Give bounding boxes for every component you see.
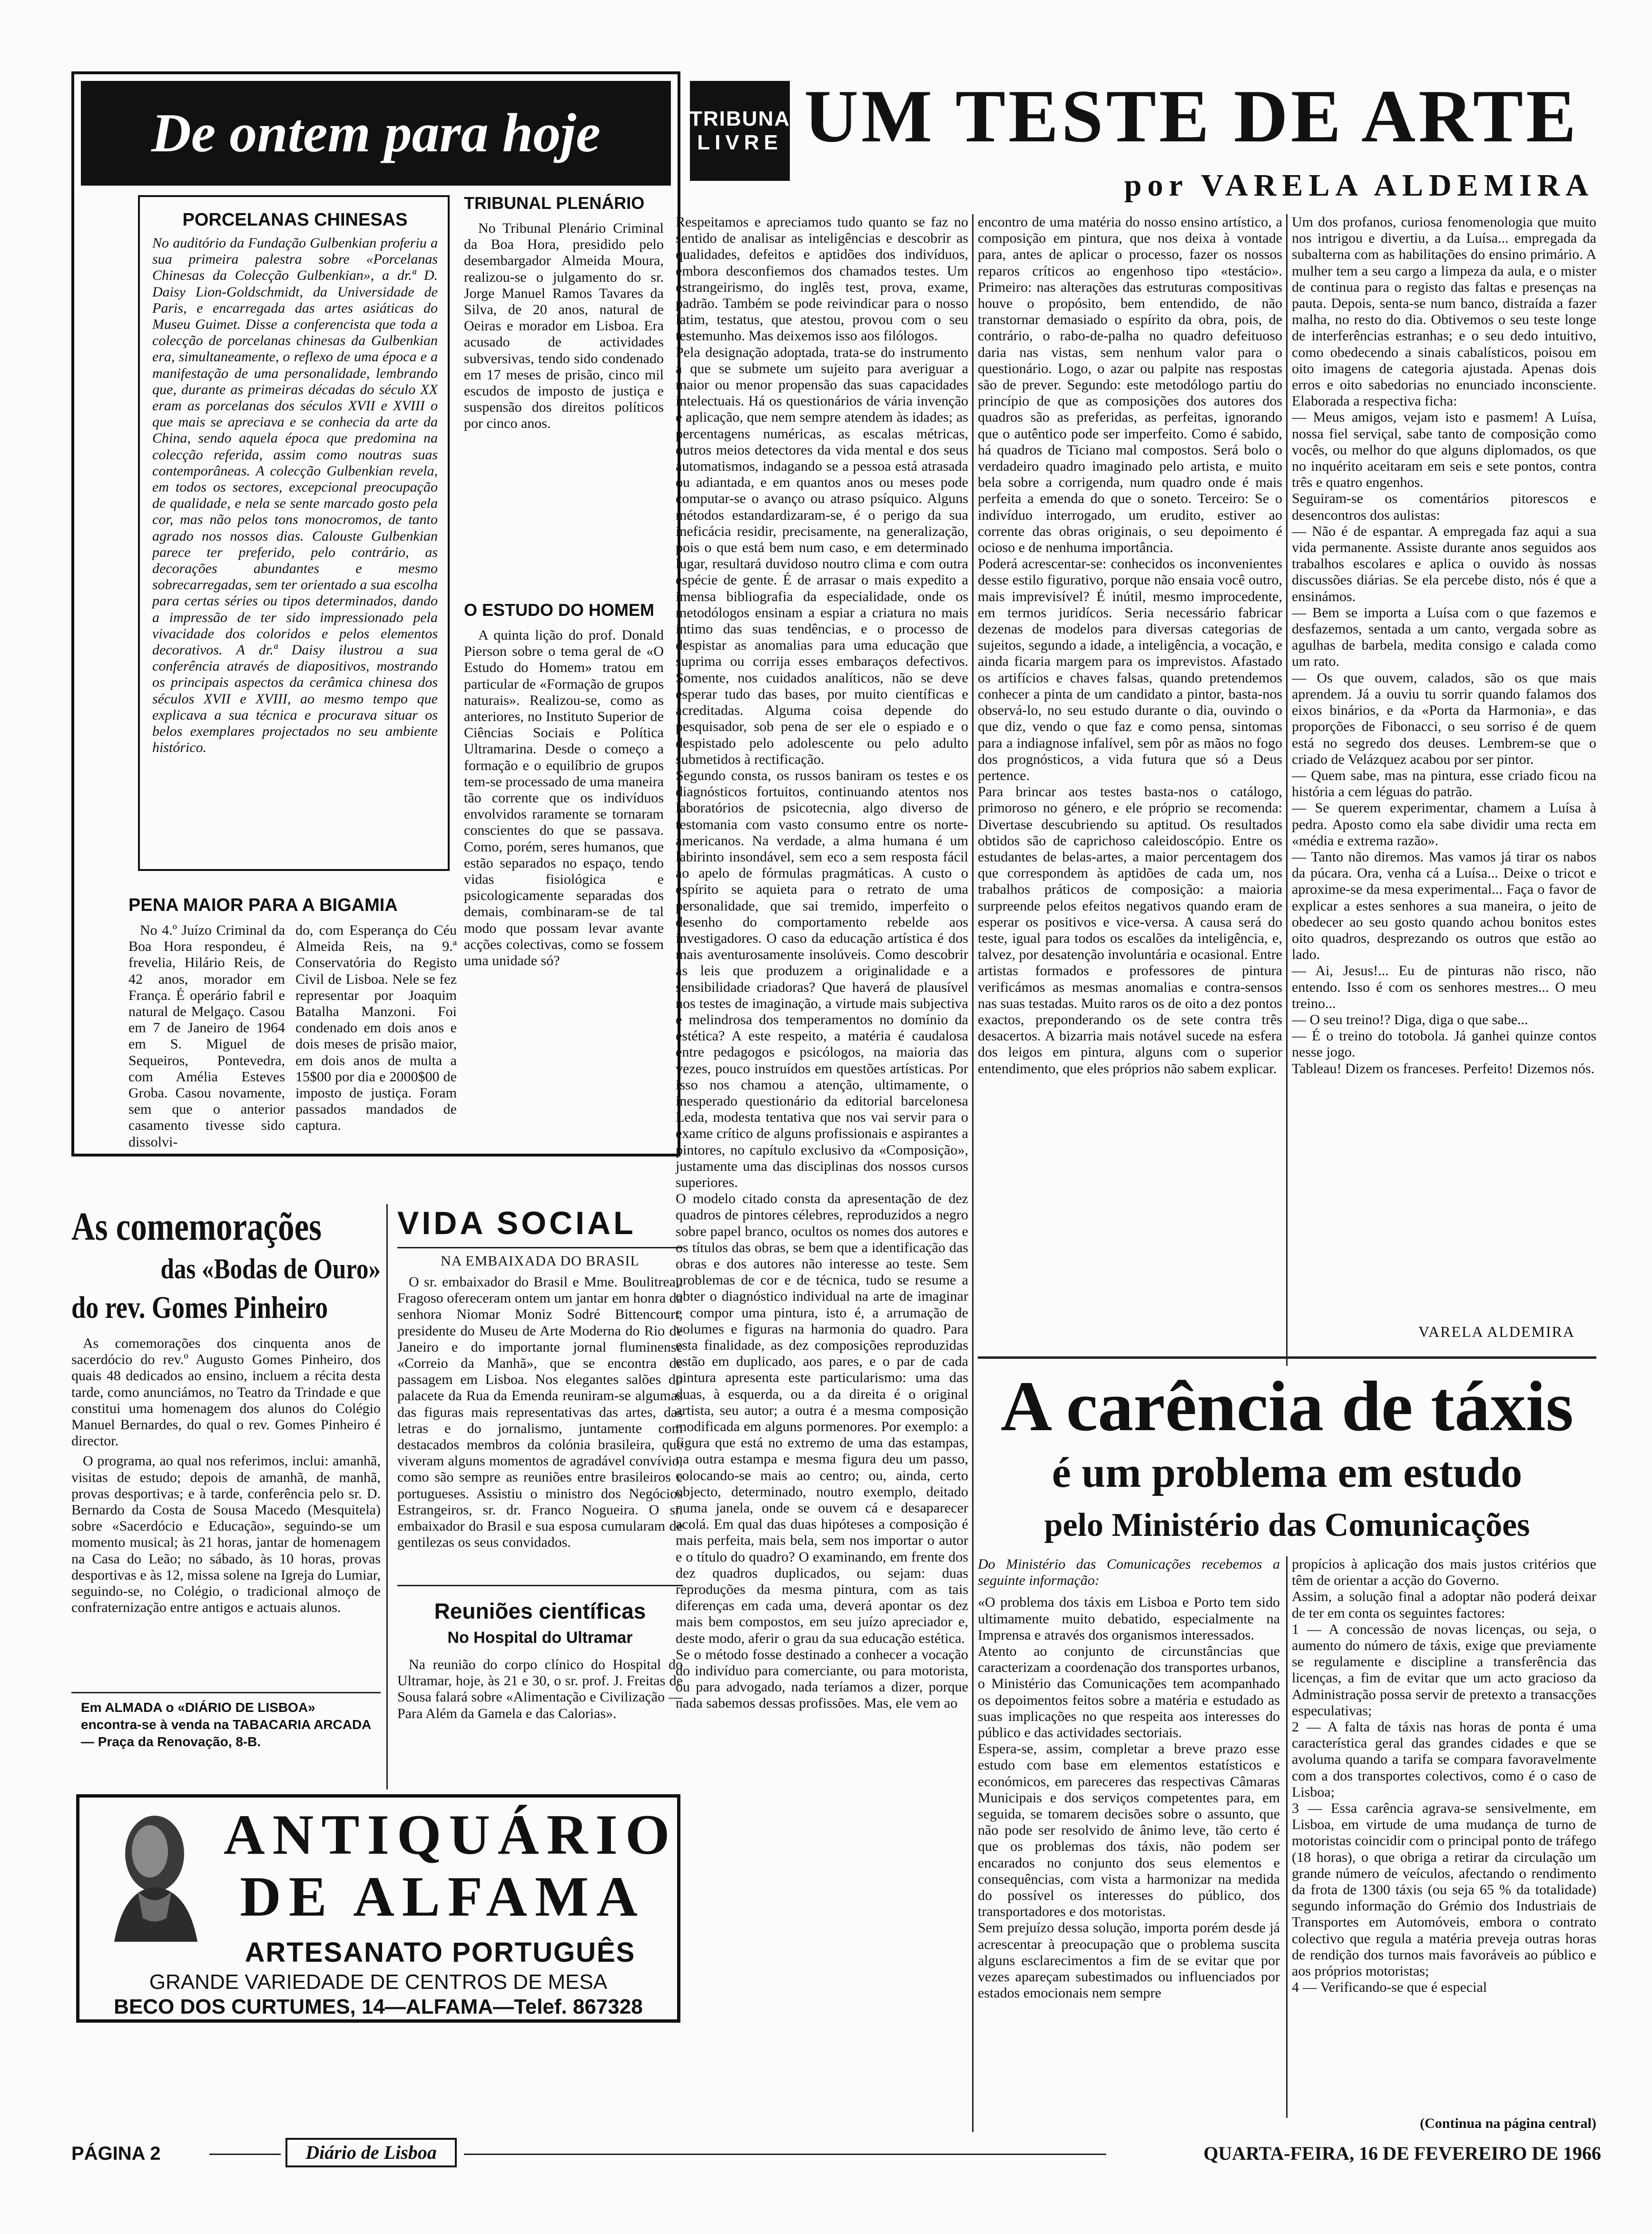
bust-illustration-icon [95, 1809, 209, 1942]
comemoracoes-headline-3: do rev. Gomes Pinheiro [71, 1290, 328, 1325]
vida-social-subtitle: NA EMBAIXADA DO BRASIL [441, 1253, 639, 1269]
teste-col-rule-1 [972, 214, 974, 2132]
tribuna-label: TRIBUNA [689, 107, 790, 130]
porcelanas-title: PORCELANAS CHINESAS [182, 210, 408, 230]
reunioes-article [397, 1597, 683, 1722]
estudo-article [464, 600, 664, 969]
ad-line-2: DE ALFAMA [240, 1865, 645, 1928]
taxis-col-1: «O problema dos táxis em Lisboa e Porto tem sido ultimamente muito debatido, especialmente na Imprensa e através dos organismos interessados. Atento ao conjunto de circunstâncias que caracterizam a coordenação dos transportes urbanos, o Ministério das Comunicações tem acompanhado os depoimentos feitos sobre a matéria e estudado as suas implicações no que respeita aos interesses do público e das actividades sectoriais. Espera-se, assim, completar a breve prazo esse estudo com base em elementos estatísticos e económicos, em pareceres das respectivas Câmaras Municipais e dos serviços competentes para, em seguida, se tomarem decisões sobre o assunto, que não pode ser resolvido de ânimo leve, tão certo é que os problemas dos táxis, não podem ser encarados no conjunto dos seus elementos e consequências, com vista a harmonizar na medida do possível os interesses do público, dos transportadores e dos motoristas. Sem prejuízo dessa solução, importa porém desde já acrescentar à preocupação que o problema suscita alguns esclarecimentos a fim de se evitar que por vezes apareçam subestimados ou influenciados por estados emocionais nem sempre [978, 1594, 1280, 2001]
reunioes-subtitle: No Hospital do Ultramar [447, 1629, 633, 1647]
bigamia-text-col2: do, com Esperança do Céu Almeida Reis, na 9.ª Conservatória do Registo Civil de Lisboa. Nele se fez representar por Joaquim Batalha Manzoni. Foi condenado em dois anos e dois meses de prisão maior, em dois anos de multa a 15$00 por dia e 2000$00 de imposto de justiça. Foram passados mandados de captura. [295, 922, 457, 1134]
ad-line-5: BECO DOS CURTUMES, 14—ALFAMA—Telef. 867328 [114, 1995, 643, 2018]
de-ontem-title: De ontem para hoje [151, 102, 601, 164]
reunioes-title: Reuniões científicas [434, 1599, 646, 1623]
livre-label: LIVRE [697, 131, 783, 154]
vida-social-title-rule [397, 1247, 683, 1248]
footer-rule-mid [464, 2154, 1106, 2155]
bigamia-text-col1: No 4.º Juízo Criminal da Boa Hora respondeu, é frevelia, Hilário Reis, de 42 anos, morador em França. É operário fabril e natural de Melgaço. Casou em 7 de Janeiro de 1964 em S. Miguel de Sequeiros, Pontevedra, com Amélia Esteves Groba. Casou novamente, sem que o anterior casamento tivesse sido dissolvi- [128, 922, 285, 1150]
comemoracoes-rule [71, 1692, 381, 1693]
taxis-headline-1: A carência de táxis [1001, 1367, 1573, 1446]
ad-line-1: ANTIQUÁRIO [224, 1803, 678, 1866]
porcelanas-text: No auditório da Fundação Gulbenkian proferiu a sua primeira palestra sobre «Porcelanas Chinesas da Colecção Gulbenkian», a dr.ª D. Daisy Lion-Goldschmidt, da Universidade de Paris, e encarregada das artes asiáticas do Museu Guimet. Disse a conferencista que toda a colecção de porcelanas chinesas da Gulbenkian era, simultaneamente, o reflexo de uma época e a manifestação de uma personalidade, lembrando que, durante as primeiras décadas do século XX eram as porcelanas dos séculos XVII e XVIII o que mais se apreciava e se conhecia da arte da China, sendo aquela época que predomina na colecção referida, assim como noutras suas contemporâneas. A colecção Gulbenkian revela, em todos os sectores, excepcional preocupação de qualidade, e nela se sente marcado gosto pela cor, mas não pelos tons monocromos, de tanto agrado nos nossos dias. Calouste Gulbenkian parece ter preferido, pelo contrário, as decorações abundantes e mesmo sobrecarregadas, sem ter orientado a sua escolha para certas séries ou tipos determinados, dando a impressão de ter sido impressionado pela vivacidade dos coloridos e pelos elementos decorativos. A dr.ª Daisy ilustrou a sua conferência através de diapositivos, mostrando os principais aspectos da cerâmica chinesa dos séculos XVII e XVIII, ao mesmo tempo que explicava a sua técnica e procurava situar os belos exemplares projectados no seu ambiente histórico. [152, 235, 438, 756]
teste-col-rule-2 [1286, 214, 1288, 1366]
ad-illustration [95, 1809, 209, 1942]
ad-line-3: ARTESANATO PORTUGUÊS [245, 1937, 636, 1968]
taxis-col-1-wrap [978, 1556, 1280, 2001]
comemoracoes-headline-1: As comemorações [71, 1205, 322, 1249]
reunioes-top-rule [397, 1585, 683, 1586]
comemoracoes-article [71, 1204, 381, 1616]
teste-arte-headline: UM TESTE DE ARTE [804, 75, 1579, 158]
vida-social-title: VIDA SOCIAL [397, 1205, 636, 1241]
tribunal-article [464, 193, 664, 432]
reunioes-text: Na reunião do corpo clínico do Hospital do Ultramar, hoje, às 21 e 30, o sr. prof. J. Freitas de Sousa falará sobre «Alimentação e Civilização — Para Além da Gamela e das Calorias». [397, 1657, 683, 1721]
teste-arte-byline: por VARELA ALDEMIRA [1124, 168, 1594, 203]
almada-notice: Em ALMADA o «DIÁRIO DE LISBOA» encontra-se à venda na TABACARIA ARCADA — Praça da Renovação, 8-B. [81, 1700, 371, 1749]
estudo-text: A quinta lição do prof. Donald Pierson sobre o tema geral de «O Estudo do Homem» tratou em particular de «Formação de grupos naturais». Realizou-se, como as anteriores, no Instituto Superior de Ciências Sociais e Política Ultramarina. Desde o começo a formação e o equilíbrio de grupos tem-se processado de uma maneira tão corrente que os indivíduos envolvidos raramente se tornaram conscientes do que se passava. Como, porém, seres humanos, que estão separados no espaço, tendo vidas fisiológica e psicologicamente separadas dos demais, combinaram-se de tal modo que possam levar avante acções colectivas, como se fossem uma unidade só? [464, 627, 664, 969]
vida-social-article [397, 1204, 683, 1551]
taxis-lead: Do Ministério das Comunicações recebemos a seguinte informação: [978, 1556, 1280, 1589]
teste-arte-col-1: Respeitamos e apreciamos tudo quanto se faz no sentido de analisar as inteligências e descobrir as qualidades, defeitos e aptidões dos indivíduos, embora desconfiemos dos chamados testes. Um estrangeirismo, do inglês test, prova, exame, padrão. Também se pode reivindicar para o nosso latim, testatus, que atestou, provou com o seu testemunho. Mas deixemos isso aos filólogos. Pela designação adoptada, trata-se do instrumento a que se submete um sujeito para averiguar a maior ou menor propensão das suas capacidades intelectuais. Há os questionários de vária invenção e aplicação, que nem sempre atendem às idades; as percentagens numéricas, as escalas métricas, outros meios detectores da vida mental e dos seus automatismos, indagando se a pessoa está atrasada ou adiantada, e em quantos anos ou meses pode computar-se o avanço ou atraso psíquico. Alguns métodos estandardizaram-se, é o perigo da sua ineficácia residir, precisamente, na generalização, pois o que está bem num caso, e em determinado lugar, resultará duvidoso noutro clima e com outra espécie de gente. É de arrasar o mais expedito a imensa bibliografia da especialidade, onde os metodólogos ensinam a espiar a criatura no mais íntimo das suas tendências, e o processo de despistar as anomalias para uma educação que suprima ou corrija esses embaraços defectivos. Somente, nos cuidados analíticos, não se deve esperar tudo das bases, por muito científicas e acreditadas. Alguma coisa depende do pesquisador, sob pena de ser ele o espiado e o despistado pelo adolescente ou pelo adulto submetidos à rectificação. Segundo consta, os russos baniram os testes e os diagnósticos fortuitos, continuando atentos nos laboratórios de psicotecnia, algo diverso de testomania com vasto consumo entre os norte-americanos. Na verdade, a alma humana é um labirinto insondável, sem eco a sem resposta fácil ao apelo de fórmulas pragmáticas. A custo o espírito se aquieta para o retrato de uma personalidade, que sai tremido, imperfeito o desenho do comportamento rebelde aos investigadores. O caso da educação artística é dos mais aventurosamente insolúveis. Como descobrir as leis que produzem a originalidade e a sensibilidade criadoras? Que haverá de plausível nos testes de imaginação, a virtude mais subjectiva e melindrosa dos temperamentos no domínio da estética? A este respeito, a matéria é caudalosa entre pedagogos e psicólogos, na maioria das vezes, pouco instruídos em questões artísticas. Por isso nos chamou a atenção, ultimamente, o inesperado questionário da editorial barcelonesa Leda, modesta tentativa que nos vai servir para o exame crítico de alguns profissionais e aspirantes a pintores, no capítulo exclusivo da «Composição», justamente uma das disciplinas dos nossos cursos superiores. O modelo citado consta da apresentação de dez quadros de pintores célebres, reproduzidos a negro sobre papel branco, ocultos os nomes dos autores e os títulos das obras, se bem que a identificação das obras e dos autores não interesse ao teste. Sem problemas de cor e de técnica, tudo se resume a obter o diagnóstico individual na arte de imaginar e compor uma pintura, isto é, a arrumação de volumes e figuras na harmonia do quadro. Para esta finalidade, as dez composições reproduzidas estão em duplicado, aos pares, e o par de cada pintura apresenta este particularismo: uma das duas, à esquerda, ou a da direita é o original artista, seu autor; a outra é a mesma composição modificada em alguns pormenores. Por exemplo: a figura que está no extremo de uma das estampas, na outra estampa e mesma figura deu um passo, colocando-se mais ao centro; ou, ainda, certo objecto, determinado, noutro exemplo, deitado numa janela, onde se ouvem cá e desaparecer acolá. Em qual das duas hipóteses a composição é mais perfeita, mais bela, sem nos importar o autor e o título do quadro? O examinando, em frente dos dez quadros duplicados, ou sejam: duas reproduções da mesma pintura, com as tais diferenças em cada uma, deverá apontar os dez mais bem compostos, em seu juízo apreciador e, deste modo, aferir o grau da sua educação estética. Se o método fosse destinado a conhecer a vocação do indivíduo para comerciante, ou para motorista, ou para advogado, nada teríamos a dizer, porque nada sabemos dessas profissões. Mas, ele vem ao [676, 214, 968, 1711]
comemoracoes-text-1: As comemorações dos cinquenta anos de sacerdócio do rev.º Augusto Gomes Pinheiro, dos quais 48 dedicados ao ensino, incluem a récita desta tarde, como anunciámos, no Teatro da Trindade e que constitui uma homenagem dos alunos do Colégio Manuel Bernardes, do qual o rev. Gomes Pinheiro é director. [71, 1335, 381, 1449]
taxis-headline-3: pelo Ministério das Comunicações [1044, 1507, 1530, 1543]
left-mid-vrule [386, 1204, 388, 1789]
bigamia-title: PENA MAIOR PARA A BIGAMIA [128, 895, 398, 915]
tribuna-livre-tag [690, 81, 790, 181]
ad-line-4: GRANDE VARIEDADE DE CENTROS DE MESA [149, 1970, 608, 1994]
tribunal-text: No Tribunal Plenário Criminal da Boa Hora, presidido pelo desembargador Almeida Moura, realizou-se o julgamento do sr. Jorge Manuel Ramos Tavares da Silva, de 20 anos, natural de Oeiras e morador em Lisboa. Era acusado de actividades subversivas, tendo sido condenado em 17 meses de prisão, cinco mil escudos de imposto de justiça e suspensão dos direitos políticos por cinco anos. [464, 220, 664, 432]
comemoracoes-text-2: O programa, ao qual nos referimos, inclui: amanhã, visitas de estudo; depois de amanhã, de manhã, provas desportivas; e à tarde, conferência pelo sr. D. Bernardo da Costa de Sousa Macedo (Mesquitela) sobre «Sacerdócio e Educação», seguindo-se um momento musical; às 21 horas, jantar de homenagem na Casa do Leão; no sábado, às 10 horas, provas desportivas e às 12, missa solene na Igreja do Lumiar, seguindo-se, no Colégio, o tradicional almoço de confraternização entre antigos e actuais alunos. [71, 1453, 381, 1616]
tribunal-title: TRIBUNAL PLENÁRIO [464, 193, 645, 213]
footer-rule-left [209, 2154, 281, 2155]
taxis-continued: (Continua na página central) [1420, 2115, 1596, 2131]
teste-arte-signature: VARELA ALDEMIRA [1418, 1323, 1575, 1340]
taxis-headline-2: é um problema em estudo [1052, 1449, 1523, 1496]
footer-masthead: Diário de Lisboa [285, 2138, 457, 2167]
comemoracoes-headline-2: das «Bodas de Ouro» [160, 1253, 381, 1285]
taxis-top-rule [978, 1356, 1596, 1359]
porcelanas-article [152, 209, 438, 756]
teste-arte-col-3: Um dos profanos, curiosa fenomenologia que muito nos intrigou e divertiu, a da Luísa... empregada da subalterna com as habilitações do ensino primário. A mulher tem a seu cargo a limpeza da aula, e o mister de continua para o registo das faltas e presenças na pauta. Depois, senta-se num banco, distraída a fazer malha, no resto do dia. Obtivemos o seu teste longe de interferências estranhas; e o seu dedo intuitivo, como obedecendo a sinais cabalísticos, poisou em oito imagens de categoria ajustada. Apenas dois erros e oito sabedorias no enunciado inconsciente. Elaborada a respectiva ficha: — Meus amigos, vejam isto e pasmem! A Luísa, nossa fiel serviçal, sabe tanto de composição como vocês, ou melhor do que alguns diplomados, os que no inquérito aceitaram em seis e sete pontos, contra três e quatro engenhos. Seguiram-se os comentários pitorescos e desencontros dos aulistas: — Não é de espantar. A empregada faz aqui a sua vida permanente. Assiste durante anos seguidos aos trabalhos escolares e aplica o ouvido às nossas discussões diárias. Se ela percebe disto, nós é que a ensinámos. — Bem se importa a Luísa com o que fazemos e desfazemos, sentada a um canto, vergada sobre as agulhas de barbela, medita consigo e calada como um rato. — Os que ouvem, calados, são os que mais aprendem. Já a ouviu tu sorrir quando falamos dos eixos binários, e da «Porta da Harmonia», e das proporções de Fibonacci, o seu sorriso é de quem está no segredo dos deuses. Lembrem-se que o criado de Velázquez acabou por ser pintor. — Quem sabe, mas na pintura, esse criado ficou na história a cem léguas do patrão. — Se querem experimentar, chamem a Luísa à pedra. Aposto como ela sabe dividir uma recta em «média e extrema razão». — Tanto não diremos. Mas vamos já tirar os nabos da púcara. Ora, venha cá a Luísa... Deixe o tricot e aproxime-se da mesa experimental... Faça o favor de explicar a estes senhores a sua maneira, o jeito de obedecer ao seu gosto quando achou bonitos estes oito quadros, desprezando os outros que estão ao lado. — Ai, Jesus!... Eu de pinturas não risco, não entendo. Isso é com os senhores mestres... O meu treino... — O seu treino!? Diga, diga o que sabe... — É o treino do totobola. Já ganhei quinze contos nesse jogo. Tableau! Dizem os franceses. Perfeito! Dizemos nós. [1292, 214, 1596, 1077]
teste-arte-col-2: encontro de uma matéria do nosso ensino artístico, a composição em pintura, que nos deixa à vontade para, antes de aplicar o processo, fazer os nossos reparos críticos ao engenhoso tipo «testácio». Primeiro: nas alterações das estruturas compositivas houve o propósito, bem entendido, de não transtornar demasiado o espírito da obra, pois, de contrário, o rabo-de-palha no quadro defeituoso daria nas vistas, sem nenhum valor para o questionário. Logo, o azar ou palpite nas respostas são de prever. Segundo: este metodólogo partiu do princípio de que as composições dos autores dos quadros são as preferidas, as perfeitas, ignorando que o autêntico pode ser imperfeito. Como é sabido, há quadros de Ticiano mal compostos. Será bolo o verdadeiro quadro imaginado pelo artista, e muito bela sobre a corrigenda, num quadro onde é mais perfeita a emenda do que o soneto. Terceiro: Se o indivíduo interrogado, um erudito, estiver ao corrente das obras originais, o seu depoimento é ocioso e de nenhuma importância. Poderá acrescentar-se: conhecidos os inconvenientes desse estilo figurativo, porque não ensaia você outro, mais imprevisível? É inútil, mesmo improcedente, em termos juridícos. Seria necessário fabricar dezenas de modelos para diversas categorias de sujeitos, segundo a idade, a inteligência, a vocação, e ainda ficaria margem para os imprevistos. Afastado os artifícios e chaves falsas, quando pretendemos conhecer a pinta de um candidato a pintor, basta-nos observá-lo, no seu estudo durante o dia, ouvindo o que diz, vendo o que faz e como pensa, sintomas para a indiagnose infalível, sem pôr as mãos no fogo dos prognósticos, a vida futura que só a Deus pertence. Para brincar aos testes basta-nos o catálogo, primoroso no género, e ele próprio se recomenda: Divertase descubriendo su aptitud. Os resultados obtidos são de caprichoso caleidoscópio. Entre os estudantes de belas-artes, a maior percentagem dos que correspondem às aptidões de cada um, nos trabalhos práticos de composição: a maioria surpreende pelos efeitos negativos quando eram de esperar os positivos e vice-versa. A causa será do teste, igual para todos os escalões da inteligência, e, talvez, por desatenção involuntária e ocasional. Entre artistas formados e professores de pintura verificámos as mesmas anomalias e contra-sensos nas suas testadas. Muito raros os de oito a dez pontos exactos, preponderando os de sete contra três desacertos. A bizarria mais notável sucede na esfera dos leigos em pintura, alguns com o superior entendimento, que eles próprios não sabem explicar. [978, 214, 1282, 1077]
bigamia-article [128, 895, 457, 1150]
taxis-col-2: propícios à aplicação dos mais justos critérios que têm de orientar a acção do Governo. Assim, a solução final a adoptar não poderá deixar de ter em conta os seguintes factores: 1 — A concessão de novas licenças, ou seja, o aumento do número de táxis, exige que previamente se regulamente e discipline a transferência das licenças, a fim de evitar que um acto gracioso da Administração possa servir de pretexto a transacções especulativas; 2 — A falta de táxis nas horas de ponta é uma característica geral das grandes cidades e que se avoluma quando a tarifa se compara favoravelmente com a dos transportes colectivos, como é o caso de Lisboa; 3 — Essa carência agrava-se sensivelmente, em Lisboa, em virtude de uma mudança de turno de motoristas coincidir com o principal ponto de tráfego (18 horas), o que obriga a retirar da circulação um grande número de veículos, afectando o rendimento da frota de 1300 táxis (ou seja 65 % da totalidade) segundo informação do Grémio dos Industriais de Transportes em Automóveis, embora o contrato colectivo que regula a matéria preveja outras horas de rendição dos turnos mais favoráveis ao público e aos próprios motoristas; 4 — Verificando-se que é especial [1292, 1556, 1596, 1996]
de-ontem-banner [81, 81, 671, 186]
vida-social-text: O sr. embaixador do Brasil e Mme. Boulitreau Fragoso ofereceram ontem um jantar em honra da senhora Niomar Moniz Sodré Bittencourt, presidente do Museu de Arte Moderna do Rio de Janeiro e do importante jornal fluminense «Correio da Manhã», que se encontra de passagem em Lisboa. Nos elegantes salões do palacete da Rua da Emenda reuniram-se algumas das figuras mais representativas das artes, das letras e do jornalismo, juntamente com destacados membros da colónia brasileira, que viveram alguns momentos de agradável convívio, como são sempre as reuniões entre brasileiros e portugueses. Assistiu o ministro dos Negócios Estrangeiros, sr. dr. Franco Nogueira. O sr. embaixador do Brasil e sua esposa cumularam de gentilezas os seus convidados. [397, 1274, 683, 1551]
estudo-title: O ESTUDO DO HOMEM [464, 600, 655, 620]
footer-date: QUARTA-FEIRA, 16 DE FEVEREIRO DE 1966 [1203, 2143, 1601, 2164]
taxis-col-rule [1286, 1556, 1288, 2118]
footer-page-number: PÁGINA 2 [71, 2143, 161, 2164]
